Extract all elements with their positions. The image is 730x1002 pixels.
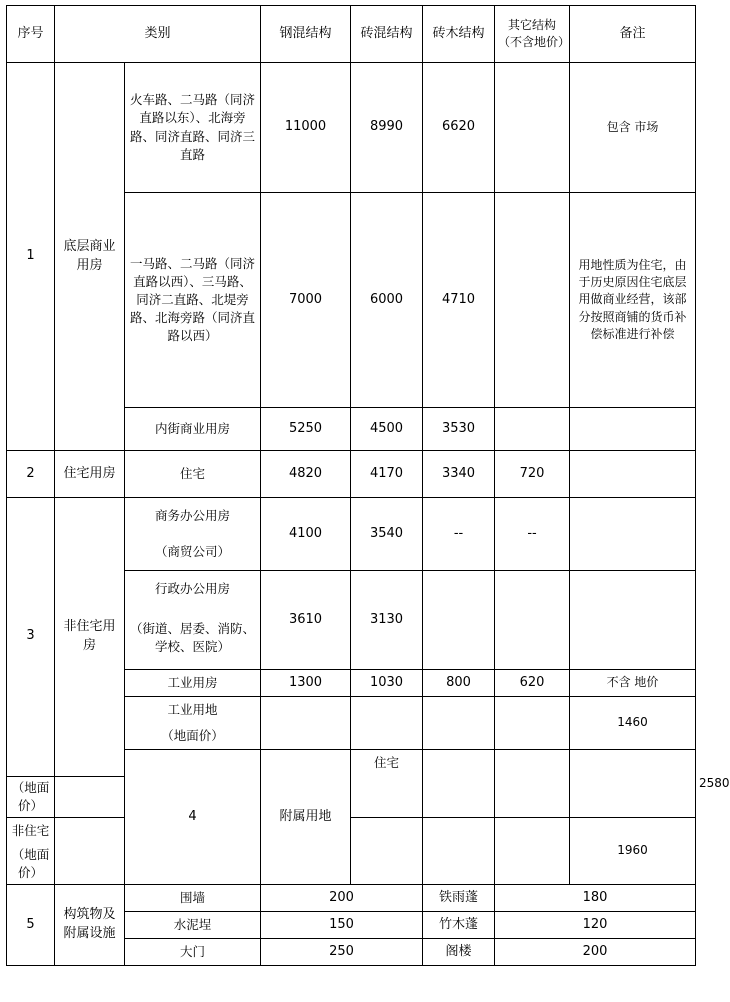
row-remark — [570, 408, 696, 451]
structure-value-a: 150 — [261, 912, 423, 939]
value-other — [495, 697, 570, 750]
value-concrete — [261, 697, 351, 750]
value-concrete: 5250 — [261, 408, 351, 451]
value-brick-concrete: 4500 — [351, 408, 423, 451]
structure-value-b: 200 — [495, 939, 696, 966]
value-brick-wood: 3340 — [423, 451, 495, 498]
value-brick-concrete: 1030 — [351, 670, 423, 697]
value-brick-concrete: 4170 — [351, 451, 423, 498]
row-desc-line2: （地面价） — [7, 776, 55, 817]
value-brick-concrete — [351, 697, 423, 750]
row-desc-line1: 行政办公用房 — [125, 571, 261, 608]
structure-value-b: 120 — [495, 912, 696, 939]
structure-name-b: 竹木蓬 — [423, 912, 495, 939]
row-desc-line2: （地面价） — [7, 844, 55, 885]
value-brick-concrete: 6000 — [351, 193, 423, 408]
value-other — [495, 63, 570, 193]
row-seq-5: 5 — [7, 885, 55, 966]
row-desc: 一马路、二马路（同济直路以西）、三马路、同济二直路、北堤旁路、北海旁路（同济直路以西） — [125, 193, 261, 408]
row-desc-line2: （商贸公司） — [125, 534, 261, 571]
row-desc: 内街商业用房 — [125, 408, 261, 451]
header-category: 类别 — [55, 6, 261, 63]
value-brick-wood: 4710 — [423, 193, 495, 408]
value-other: -- — [495, 498, 570, 571]
structure-name-b: 阁楼 — [423, 939, 495, 966]
value-concrete: 4820 — [261, 451, 351, 498]
group-label-3: 非住宅用房 — [55, 498, 125, 777]
group-label-4: 附属用地 — [261, 750, 351, 885]
row-desc-line2: （地面价） — [125, 723, 261, 750]
table-row — [7, 451, 696, 498]
value-brick-wood — [423, 571, 495, 670]
structure-value-b: 180 — [495, 885, 696, 912]
table-row — [7, 498, 696, 535]
value-brick-wood: -- — [423, 498, 495, 571]
row-desc: 住宅 — [125, 451, 261, 498]
row-desc: 火车路、二马路（同济直路以东）、北海旁路、同济直路、同济三直路 — [125, 63, 261, 193]
row-seq-4: 4 — [125, 750, 261, 885]
table-row: 4 附属用地 住宅 2580 — [7, 750, 696, 777]
value-brick-concrete — [351, 817, 423, 884]
value-brick-wood: 3530 — [423, 408, 495, 451]
row-desc-line1: 商务办公用房 — [125, 498, 261, 535]
header-remark: 备注 — [570, 6, 696, 63]
header-concrete: 钢混结构 — [261, 6, 351, 63]
group-label-1: 底层商业用房 — [55, 63, 125, 451]
value-brick-wood — [423, 817, 495, 884]
row-seq-2: 2 — [7, 451, 55, 498]
value-concrete: 3610 — [261, 571, 351, 670]
structure-name-b: 铁雨蓬 — [423, 885, 495, 912]
value-other — [495, 408, 570, 451]
table-row — [7, 885, 696, 912]
row-desc-line2: （街道、居委、消防、学校、医院） — [125, 607, 261, 670]
value-brick-wood — [423, 697, 495, 750]
value-brick-concrete: 8990 — [351, 63, 423, 193]
header-brick-wood: 砖木结构 — [423, 6, 495, 63]
row-remark: 1460 — [570, 697, 696, 750]
row-desc-line1: 工业用房 — [125, 670, 261, 697]
row-remark: 包含 市场 — [570, 63, 696, 193]
header-brick-concrete: 砖混结构 — [351, 6, 423, 63]
value-brick-concrete — [495, 750, 570, 818]
row-remark: 不含 地价 — [570, 670, 696, 697]
structure-name-a: 大门 — [125, 939, 261, 966]
group-label-5: 构筑物及附属设施 — [55, 885, 125, 966]
value-concrete: 1300 — [261, 670, 351, 697]
header-seq: 序号 — [7, 6, 55, 63]
group-label-2: 住宅用房 — [55, 451, 125, 498]
row-remark — [570, 451, 696, 498]
row-desc-line1: 非住宅 — [7, 817, 55, 844]
row-remark: 1960 — [570, 817, 696, 884]
value-other: 720 — [495, 451, 570, 498]
structure-name-a: 水泥埕 — [125, 912, 261, 939]
value-brick-wood — [570, 750, 696, 818]
value-brick-wood: 800 — [423, 670, 495, 697]
value-other — [495, 193, 570, 408]
structure-name-a: 围墙 — [125, 885, 261, 912]
row-desc-line1: 住宅 — [351, 750, 423, 777]
row-remark — [570, 571, 696, 670]
value-brick-concrete: 3540 — [351, 498, 423, 571]
value-concrete — [423, 750, 495, 818]
compensation-standards-table — [6, 5, 730, 966]
table-row — [7, 817, 696, 844]
value-brick-concrete: 3130 — [351, 571, 423, 670]
row-desc-line1: 工业用地 — [125, 697, 261, 724]
value-concrete: 7000 — [261, 193, 351, 408]
document-page — [0, 5, 730, 1002]
value-brick-wood: 6620 — [423, 63, 495, 193]
header-other: 其它结构（不含地价） — [495, 6, 570, 63]
row-seq-1: 1 — [7, 63, 55, 451]
value-other: 620 — [495, 670, 570, 697]
row-seq-3: 3 — [7, 498, 55, 777]
value-concrete: 4100 — [261, 498, 351, 571]
value-other — [495, 571, 570, 670]
structure-value-a: 250 — [261, 939, 423, 966]
row-remark: 用地性质为住宅，由于历史原因住宅底层用做商业经营，该部分按照商铺的货币补偿标准进行补偿 — [570, 193, 696, 408]
structure-value-a: 200 — [261, 885, 423, 912]
value-concrete — [55, 817, 125, 884]
table-header-row — [7, 6, 696, 63]
value-other — [495, 817, 570, 884]
row-remark — [570, 498, 696, 571]
table-row — [7, 63, 696, 193]
value-concrete: 11000 — [261, 63, 351, 193]
